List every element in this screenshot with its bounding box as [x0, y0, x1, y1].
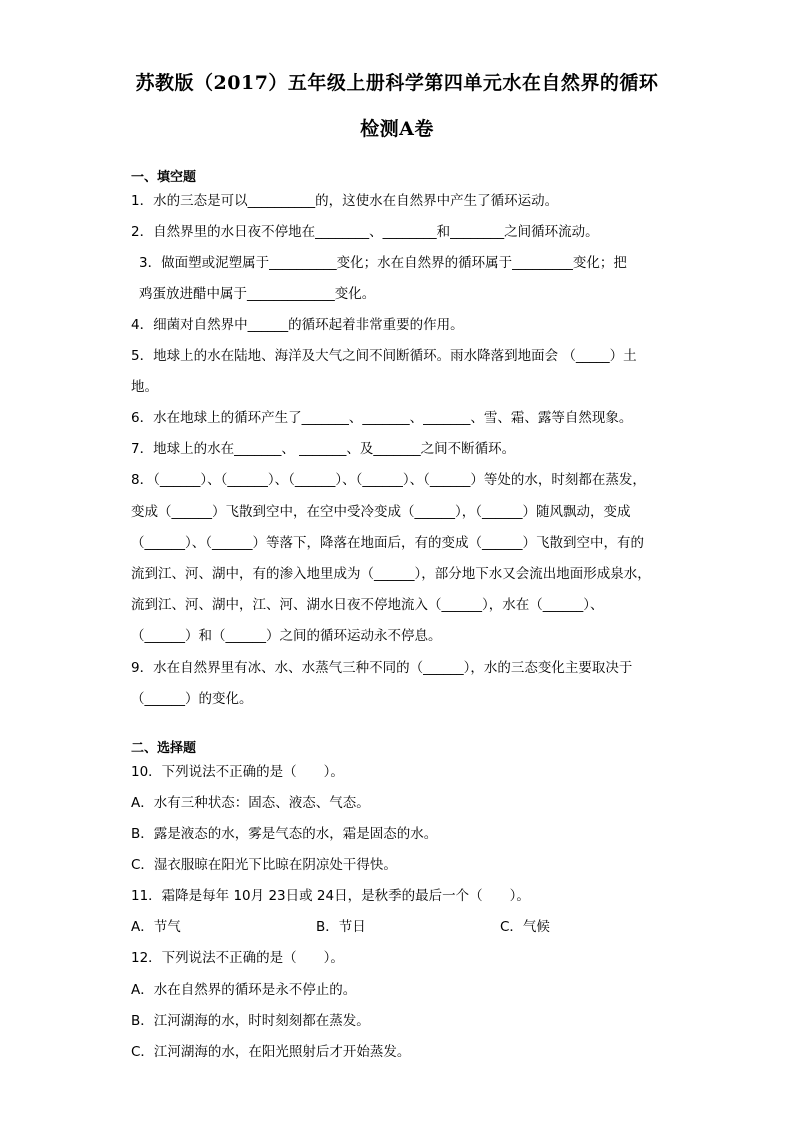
question-9-line2: （______）的变化。 — [131, 691, 253, 707]
question-10-option-b: B．露是液态的水，雾是气态的水，霜是固态的水。 — [131, 826, 438, 842]
section-heading-fill-blank: 一、填空题 — [131, 170, 197, 185]
document-title-line2: 检测A卷 — [360, 118, 434, 140]
question-12-option-a: A．水在自然界的循环是永不停止的。 — [131, 982, 357, 998]
question-5-line1: 5．地球上的水在陆地、海洋及大气之间不间断循环。雨水降落到地面会 （_____）土 — [131, 348, 637, 364]
question-1: 1．水的三态是可以__________的，这使水在自然界中产生了循环运动。 — [131, 193, 559, 209]
question-7: 7．地球上的水在_______、 _______、及_______之间不断循环。 — [131, 441, 516, 457]
question-5-line2: 地。 — [131, 379, 158, 395]
question-3-line1: 3．做面塑或泥塑属于__________变化；水在自然界的循环属于_________变化；把 — [139, 255, 627, 271]
question-8-line3: （______）、（______）等落下，降落在地面后，有的变成（______）飞散到空中，有的 — [131, 535, 644, 551]
section-heading-multiple-choice: 二、选择题 — [131, 741, 197, 756]
question-11: 11．霜降是每年 10月 23日或 24日，是秋季的最后一个（ ）。 — [131, 888, 530, 904]
question-11-option-c: C．气候 — [500, 919, 550, 935]
question-12-option-b: B．江河湖海的水，时时刻刻都在蒸发。 — [131, 1013, 370, 1029]
question-2: 2．自然界里的水日夜不停地在________、________和________之间循环流动。 — [131, 224, 599, 240]
question-8-line2: 变成（______）飞散到空中，在空中受冷变成（______），（______）随风飘动，变成 — [131, 504, 631, 520]
document-title-line1: 苏教版（2017）五年级上册科学第四单元水在自然界的循环 — [135, 72, 659, 94]
question-9-line1: 9．水在自然界里有冰、水、水蒸气三种不同的（______），水的三态变化主要取决于 — [131, 660, 633, 676]
question-10-option-a: A．水有三种状态：固态、液态、气态。 — [131, 795, 370, 811]
question-8-line6: （______）和（______）之间的循环运动永不停息。 — [131, 628, 442, 644]
question-6: 6．水在地球上的循环产生了_______、_______、_______、雪、霜、露等自然现象。 — [131, 410, 633, 426]
question-11-option-b: B．节日 — [316, 919, 366, 935]
question-8-line4: 流到江、河、湖中，有的渗入地里成为（______），部分地下水又会流出地面形成泉水， — [131, 566, 651, 582]
question-12: 12．下列说法不正确的是（ ）。 — [131, 950, 344, 966]
question-4: 4．细菌对自然界中______的循环起着非常重要的作用。 — [131, 317, 464, 333]
question-8-line1: 8．（______）、（______）、（______）、（______）、（______）等处的水，时刻都在蒸发， — [131, 472, 646, 488]
question-10-option-c: C．湿衣服晾在阳光下比晾在阴凉处干得快。 — [131, 857, 397, 873]
question-3-line2: 鸡蛋放进醋中属于_____________变化。 — [139, 286, 376, 302]
question-11-option-a: A．节气 — [131, 919, 181, 935]
question-12-option-c: C．江河湖海的水，在阳光照射后才开始蒸发。 — [131, 1044, 411, 1060]
question-10: 10．下列说法不正确的是（ ）。 — [131, 764, 344, 780]
question-8-line5: 流到江、河、湖中，江、河、湖水日夜不停地流入（______），水在（______）、 — [131, 597, 604, 613]
